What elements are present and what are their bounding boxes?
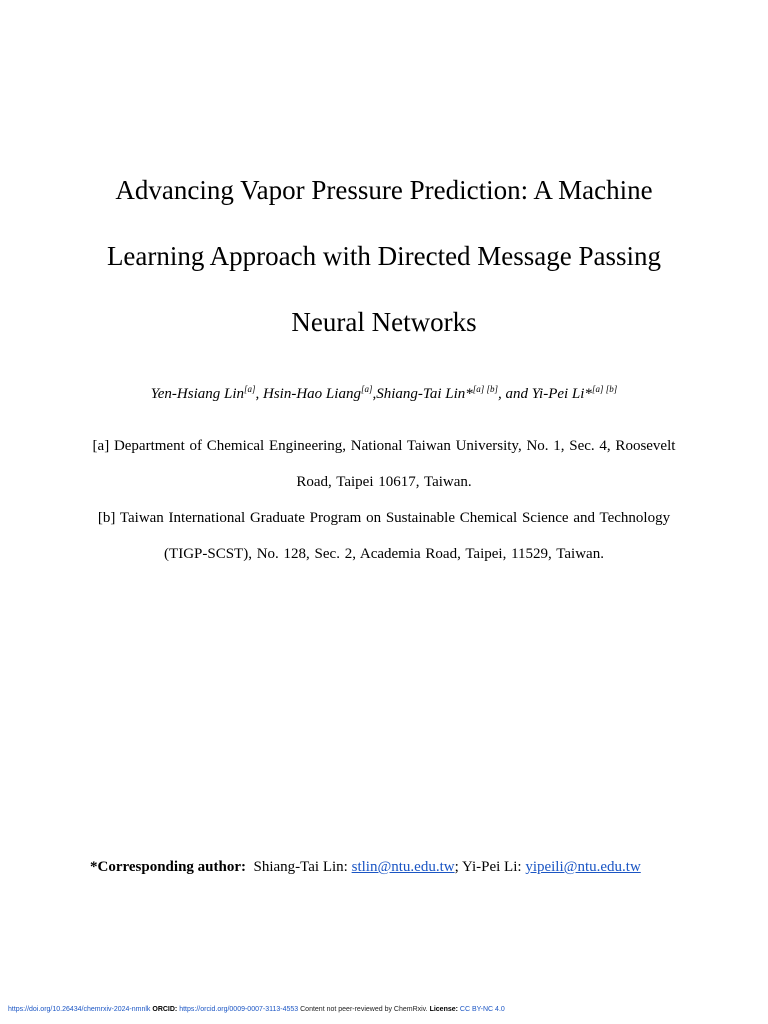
footer-bar bbox=[8, 1005, 505, 1015]
author-name: Shiang-Tai Lin* bbox=[376, 386, 473, 402]
corresponding-author-name: Yi-Pei Li: bbox=[461, 859, 522, 875]
author-name: Yen-Hsiang Lin bbox=[150, 386, 244, 402]
affiliation-a-line-2: Road, Taipei 10617, Taiwan. bbox=[296, 474, 472, 490]
affiliation-b-line-2: (TIGP-SCST), No. 128, Sec. 2, Academia Road, Taipei, 11529, Taiwan. bbox=[164, 546, 604, 562]
peer-review-note: Content not peer-reviewed by ChemRxiv. bbox=[300, 1006, 428, 1013]
doi-link[interactable]: https://doi.org/10.26434/chemrxiv-2024-nmnlk bbox=[8, 1006, 151, 1013]
affiliation-b-line-1: [b] Taiwan International Graduate Program on Sustainable Chemical Science and Technology bbox=[97, 510, 671, 526]
author-name: Hsin-Hao Liang bbox=[263, 386, 361, 402]
author-affiliation-marker: [a] bbox=[360, 384, 373, 394]
author-separator: , bbox=[255, 386, 264, 402]
license-label: License: bbox=[429, 1006, 458, 1013]
author-affiliation-marker: [a] bbox=[244, 384, 256, 394]
author-affiliation-marker: [a] [b] bbox=[472, 384, 499, 394]
email-link[interactable]: yipeili@ntu.edu.tw bbox=[525, 859, 641, 875]
corresponding-author bbox=[90, 856, 641, 878]
email-link[interactable]: stlin@ntu.edu.tw bbox=[351, 859, 455, 875]
author-list bbox=[0, 383, 768, 405]
author-separator: , bbox=[372, 386, 377, 402]
separator: ; bbox=[454, 859, 459, 875]
author-affiliation-marker: [a] [b] bbox=[591, 384, 618, 394]
title-line-3: Neural Networks bbox=[291, 307, 477, 337]
orcid-label: ORCID: bbox=[152, 1006, 178, 1013]
author-name: Yi-Pei Li* bbox=[531, 386, 592, 402]
title-line-2: Learning Approach with Directed Message Passing bbox=[106, 241, 662, 271]
affiliation-a-line-1: [a] Department of Chemical Engineering, National Taiwan University, No. 1, Sec. 4, Roosevelt bbox=[92, 438, 676, 454]
author-separator: , and bbox=[498, 386, 532, 402]
orcid-link[interactable]: https://orcid.org/0009-0007-3113-4553 bbox=[179, 1006, 299, 1013]
title-line-1: Advancing Vapor Pressure Prediction: A Machine bbox=[115, 175, 653, 205]
corresponding-author-label: *Corresponding author: bbox=[90, 859, 246, 875]
corresponding-author-name: Shiang-Tai Lin: bbox=[253, 859, 348, 875]
license-link[interactable]: CC BY-NC 4.0 bbox=[459, 1006, 505, 1013]
